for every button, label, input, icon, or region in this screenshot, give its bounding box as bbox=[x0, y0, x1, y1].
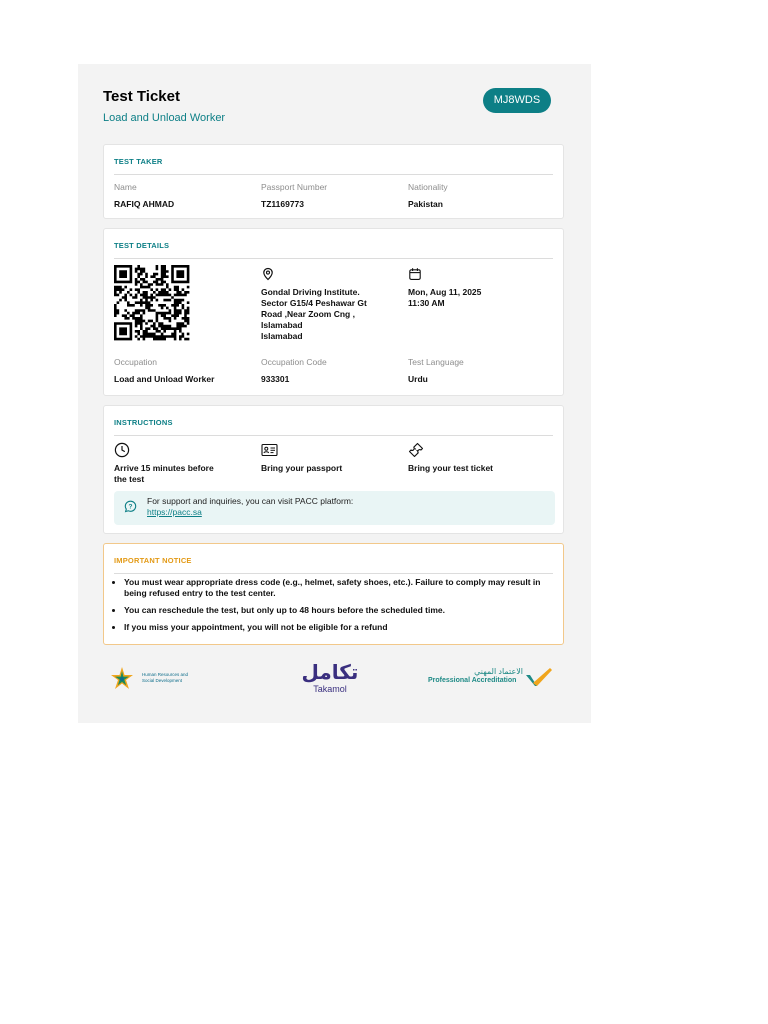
ticket-sheet bbox=[78, 64, 591, 723]
support-text-block bbox=[147, 496, 353, 518]
test-taker-card bbox=[103, 144, 564, 219]
qr-pattern bbox=[114, 265, 189, 340]
hrsd-logo bbox=[106, 664, 201, 692]
notice-list bbox=[124, 577, 549, 639]
instruction-text: Arrive 15 minutes before bbox=[114, 463, 214, 473]
location-line: Gondal Driving Institute. bbox=[261, 287, 360, 297]
takamol-logo bbox=[300, 662, 360, 700]
ticket-icon bbox=[408, 442, 424, 458]
pacc-checkmark-icon bbox=[524, 667, 554, 689]
instruction-passport: Bring your passport bbox=[261, 463, 343, 473]
test-date: Mon, Aug 11, 2025 bbox=[408, 287, 482, 297]
occupation-label: Occupation bbox=[114, 357, 157, 367]
passport-value: TZ1169773 bbox=[261, 199, 305, 209]
location-line: Road ,Near Zoom Cng , bbox=[261, 309, 355, 319]
divider bbox=[114, 573, 553, 574]
notice-section-title: IMPORTANT NOTICE bbox=[114, 556, 192, 565]
instructions-card bbox=[103, 405, 564, 534]
qr-code bbox=[114, 265, 192, 341]
test-time: 11:30 AM bbox=[408, 298, 445, 308]
test-datetime bbox=[408, 287, 481, 309]
instruction-text: the test bbox=[114, 474, 145, 484]
instruction-ticket: Bring your test ticket bbox=[408, 463, 494, 473]
location-pin-icon bbox=[261, 267, 275, 281]
test-taker-section-title: TEST TAKER bbox=[114, 157, 163, 166]
calendar-icon bbox=[408, 267, 422, 281]
ticket-subtitle: Load and Unload Worker bbox=[103, 112, 226, 124]
ticket-title: Test Ticket bbox=[103, 88, 180, 105]
svg-text:?: ? bbox=[128, 503, 133, 511]
pacc-english-text: Professional Accreditation bbox=[428, 677, 517, 684]
pacc-logo bbox=[428, 667, 558, 693]
support-chat-icon bbox=[124, 500, 137, 513]
occupation-code-label: Occupation Code bbox=[261, 357, 327, 367]
takamol-arabic-text: تكامل bbox=[301, 662, 359, 684]
location-line: Islamabad bbox=[261, 331, 303, 341]
divider bbox=[114, 258, 553, 259]
name-label: Name bbox=[114, 182, 137, 192]
hrsd-emblem-icon bbox=[106, 664, 140, 692]
location-line: Islamabad bbox=[261, 320, 303, 330]
ticket-code-badge: MJ8WDS bbox=[483, 88, 551, 113]
nationality-value: Pakistan bbox=[408, 199, 443, 209]
pacc-link[interactable]: https://pacc.sa bbox=[147, 507, 202, 517]
nationality-label: Nationality bbox=[408, 182, 448, 192]
passport-label: Passport Number bbox=[261, 182, 328, 192]
notice-item: • You can reschedule the test, but only up to 48 hours before the scheduled time. bbox=[124, 605, 549, 616]
name-value: RAFIQ AHMAD bbox=[114, 199, 175, 209]
test-details-section-title: TEST DETAILS bbox=[114, 241, 170, 250]
clock-icon bbox=[114, 442, 130, 458]
divider bbox=[114, 435, 553, 436]
important-notice-card bbox=[103, 543, 564, 645]
pacc-arabic-text: الاعتماد المهني bbox=[474, 667, 523, 676]
test-details-card bbox=[103, 228, 564, 396]
occupation-value: Load and Unload Worker bbox=[114, 374, 215, 384]
takamol-english-text: Takamol bbox=[313, 684, 347, 694]
support-text: For support and inquiries, you can visit PACC platform: bbox=[147, 496, 354, 506]
occupation-code-value: 933301 bbox=[261, 374, 290, 384]
divider bbox=[114, 174, 553, 175]
notice-item: • If you miss your appointment, you will not be eligible for a refund bbox=[124, 622, 549, 633]
test-location bbox=[261, 287, 396, 342]
notice-item: • You must wear appropriate dress code (e.g., helmet, safety shoes, etc.). Failure to comply may result in being refused entry to the test center. bbox=[124, 577, 549, 599]
hrsd-text bbox=[142, 672, 188, 683]
id-card-icon bbox=[261, 443, 278, 457]
hrsd-line: Human Resources and bbox=[142, 672, 189, 677]
instructions-section-title: INSTRUCTIONS bbox=[114, 418, 173, 427]
instruction-arrive bbox=[114, 463, 214, 485]
test-language-label: Test Language bbox=[408, 357, 464, 367]
test-language-value: Urdu bbox=[408, 374, 428, 384]
support-banner bbox=[114, 491, 555, 525]
location-line: Sector G15/4 Peshawar Gt bbox=[261, 298, 367, 308]
hrsd-line: Social Development bbox=[142, 677, 183, 683]
